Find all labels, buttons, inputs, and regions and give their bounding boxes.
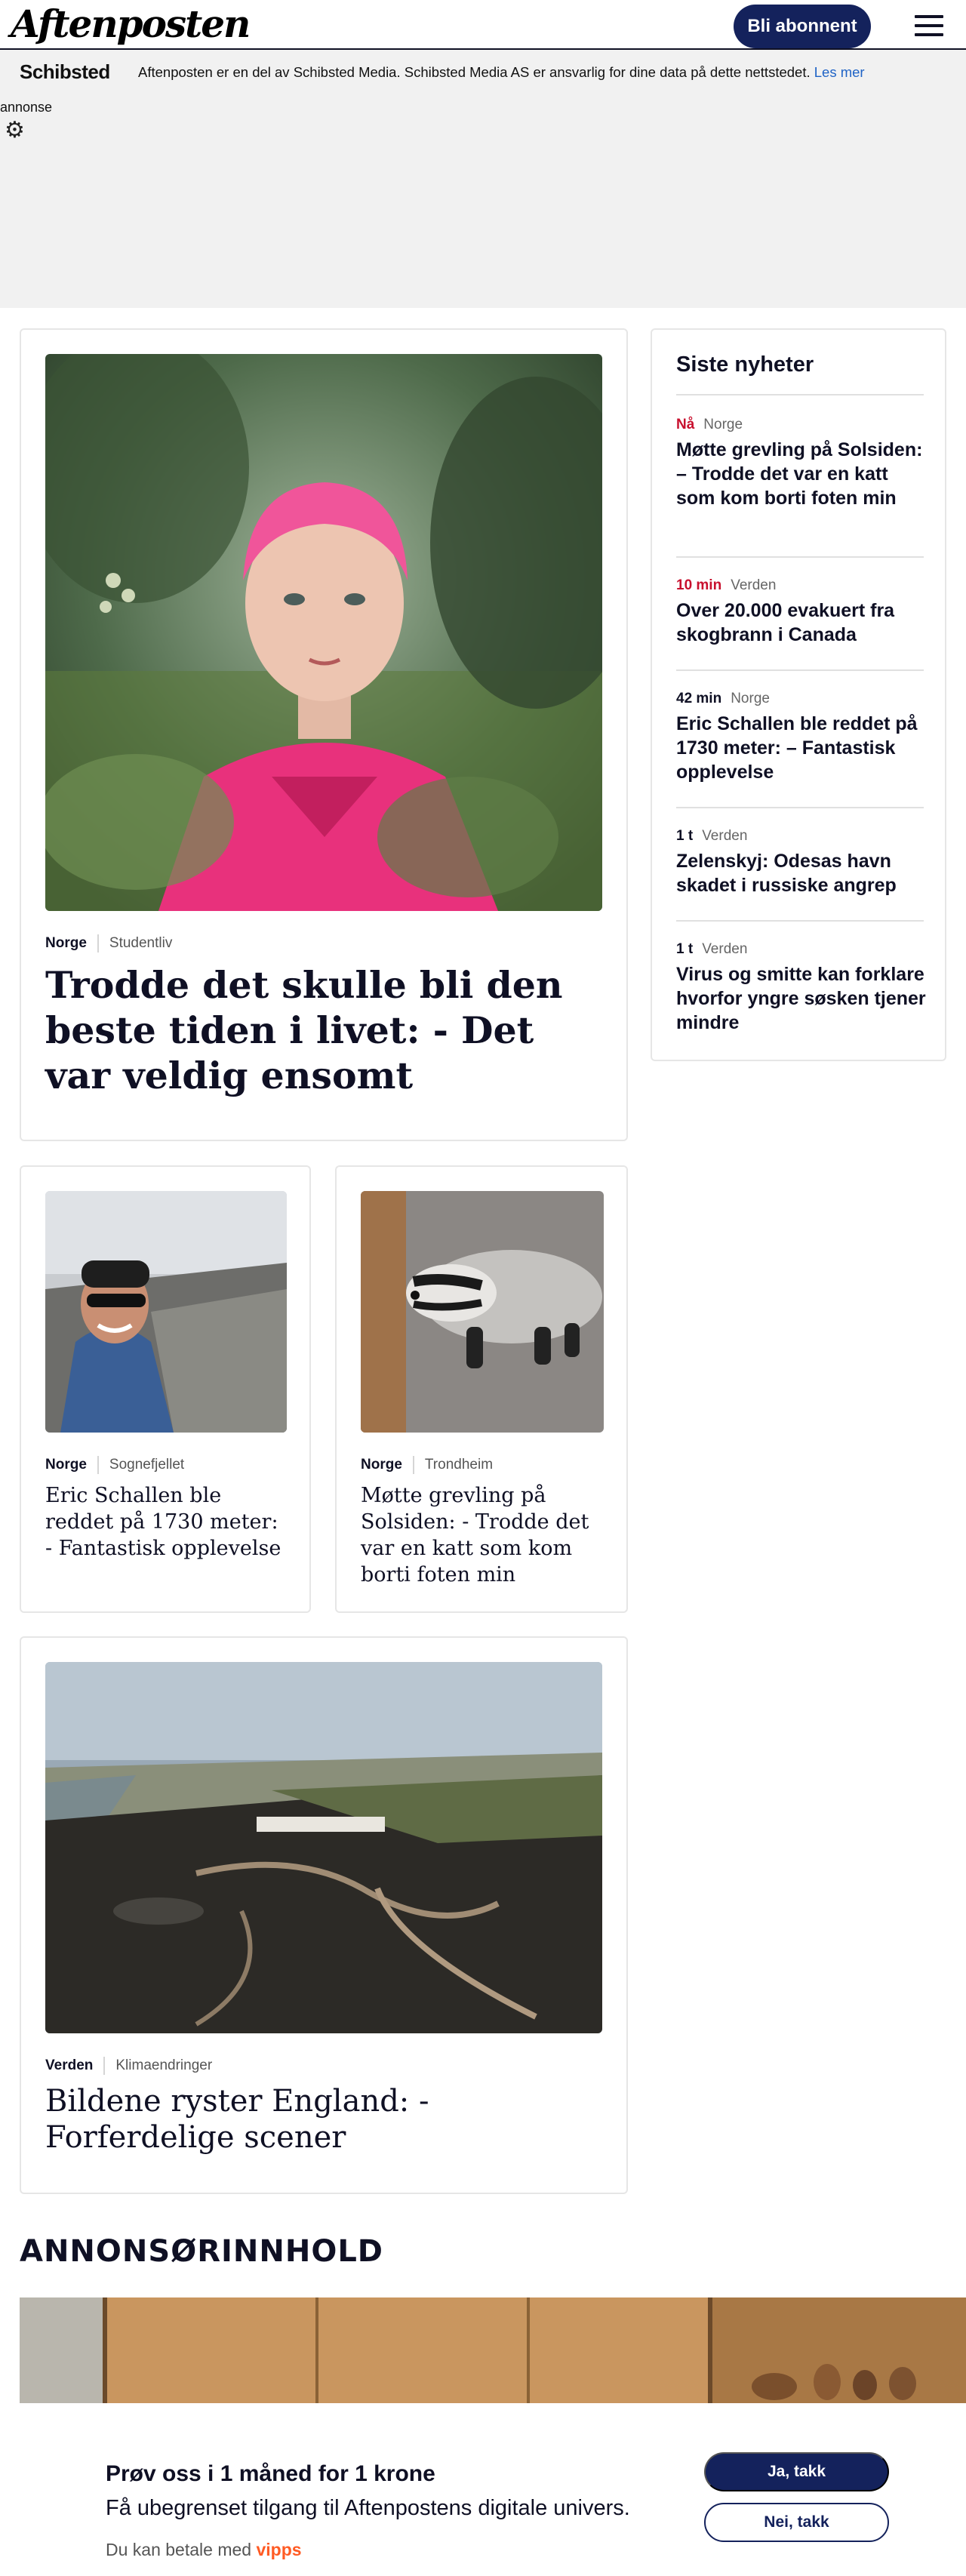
divider: [676, 394, 924, 395]
news-title[interactable]: Møtte grevling på Solsiden: – Trodde det var en katt som kom borti foten min: [676, 439, 923, 509]
news-section: Verden: [731, 577, 777, 593]
latest-news-item[interactable]: [676, 691, 927, 784]
payment-note-text: Du kan betale med: [106, 2540, 252, 2559]
portrait-photo: [45, 354, 602, 911]
subsection-label[interactable]: Studentliv: [109, 935, 173, 951]
story-headline[interactable]: Eric Schallen ble reddet på 1730 meter: - Fantastisk opplevelse: [45, 1484, 281, 1560]
gear-icon[interactable]: ⚙: [5, 118, 25, 143]
news-title[interactable]: Over 20.000 evakuert fra skogbrann i Canada: [676, 600, 895, 645]
schibsted-notice-text: Aftenposten er en del av Schibsted Media. Schibsted Media AS er ansvarlig for dine data på dette nettstedet.: [138, 64, 811, 80]
news-section: Norge: [731, 691, 770, 706]
news-section: Verden: [702, 828, 748, 844]
news-section: Norge: [703, 417, 743, 432]
aftenposten-logo[interactable]: Aftenposten: [11, 2, 250, 46]
divider: [676, 669, 924, 671]
story-card[interactable]: [335, 1165, 628, 1613]
section-label[interactable]: Norge: [45, 1457, 87, 1473]
divider: [676, 920, 924, 922]
subscribe-button[interactable]: Bli abonnent: [734, 5, 871, 48]
offer-subtitle: Få ubegrenset tilgang til Aftenpostens digitale univers.: [106, 2496, 630, 2520]
story-meta: [361, 1456, 493, 1474]
news-title[interactable]: Zelenskyj: Odesas havn skadet i russiske angrep: [676, 851, 897, 896]
news-section: Verden: [702, 941, 748, 957]
ad-label: annonse: [0, 100, 53, 115]
wildfire-aerial-photo: [45, 1662, 602, 2033]
badger-photo: [361, 1191, 604, 1433]
meta-divider: [97, 1456, 99, 1474]
subsection-label[interactable]: Trondheim: [424, 1457, 494, 1473]
subscription-offer-banner: [0, 2403, 966, 2576]
divider: [676, 807, 924, 808]
accept-offer-button[interactable]: Ja, takk: [704, 2452, 889, 2491]
schibsted-logo: Schibsted: [20, 60, 110, 83]
news-time: 1 t: [676, 828, 694, 844]
news-time: Nå: [676, 417, 695, 432]
news-time: 1 t: [676, 941, 694, 957]
section-label[interactable]: Verden: [45, 2057, 94, 2073]
story-card[interactable]: [20, 1165, 311, 1613]
read-more-link[interactable]: Les mer: [814, 64, 865, 80]
subsection-label[interactable]: Sognefjellet: [109, 1457, 185, 1473]
story-meta: [45, 1456, 184, 1474]
advertiser-content-heading: ANNONSØRINNHOLD: [20, 2234, 384, 2269]
latest-news-item[interactable]: [676, 828, 927, 897]
meta-divider: [413, 1456, 414, 1474]
latest-news-item[interactable]: [676, 577, 927, 647]
decline-offer-button[interactable]: Nei, takk: [704, 2503, 889, 2542]
hiker-photo: [45, 1191, 287, 1433]
news-time: 10 min: [676, 577, 722, 593]
advertiser-image[interactable]: [20, 2297, 966, 2403]
main-story-meta: [45, 934, 172, 953]
news-time: 42 min: [676, 691, 722, 706]
meta-divider: [97, 934, 99, 953]
latest-news-item[interactable]: [676, 941, 927, 1035]
payment-note: [106, 2540, 302, 2560]
main-story-image[interactable]: [45, 354, 602, 911]
ad-slot: [0, 95, 966, 308]
latest-news-item[interactable]: [676, 417, 927, 510]
story-image[interactable]: [45, 1191, 287, 1433]
story-headline[interactable]: Møtte grevling på Solsiden: - Trodde det var en katt som kom borti foten min: [361, 1484, 589, 1587]
story-meta: [45, 2057, 212, 2075]
story-card[interactable]: [20, 1636, 628, 2194]
latest-news-title: Siste nyheter: [676, 352, 814, 377]
site-header: [0, 0, 966, 50]
subsection-label[interactable]: Klimaendringer: [115, 2057, 213, 2073]
section-label[interactable]: Norge: [361, 1457, 402, 1473]
story-image[interactable]: [45, 1662, 602, 2033]
meta-divider: [103, 2057, 105, 2075]
offer-title: Prøv oss i 1 måned for 1 krone: [106, 2461, 435, 2486]
main-story-card[interactable]: [20, 328, 628, 1141]
story-headline[interactable]: Bildene ryster England: - Forferdelige scener: [45, 2084, 429, 2155]
story-image[interactable]: [361, 1191, 604, 1433]
section-label[interactable]: Norge: [45, 935, 87, 951]
main-story-headline[interactable]: Trodde det skulle bli den beste tiden i livet: - Det var veldig ensomt: [45, 963, 563, 1097]
news-title[interactable]: Eric Schallen ble reddet på 1730 meter: – Fantastisk opplevelse: [676, 713, 918, 783]
latest-news-panel: [651, 328, 946, 1061]
kitchen-photo: [20, 2297, 966, 2403]
hamburger-menu-icon[interactable]: [915, 15, 943, 36]
schibsted-bar: [0, 50, 966, 95]
news-title[interactable]: Virus og smitte kan forklare hvorfor yngre søsken tjener mindre: [676, 964, 926, 1033]
divider: [676, 556, 924, 558]
schibsted-notice: [138, 64, 865, 81]
vipps-logo: vipps: [256, 2540, 302, 2559]
